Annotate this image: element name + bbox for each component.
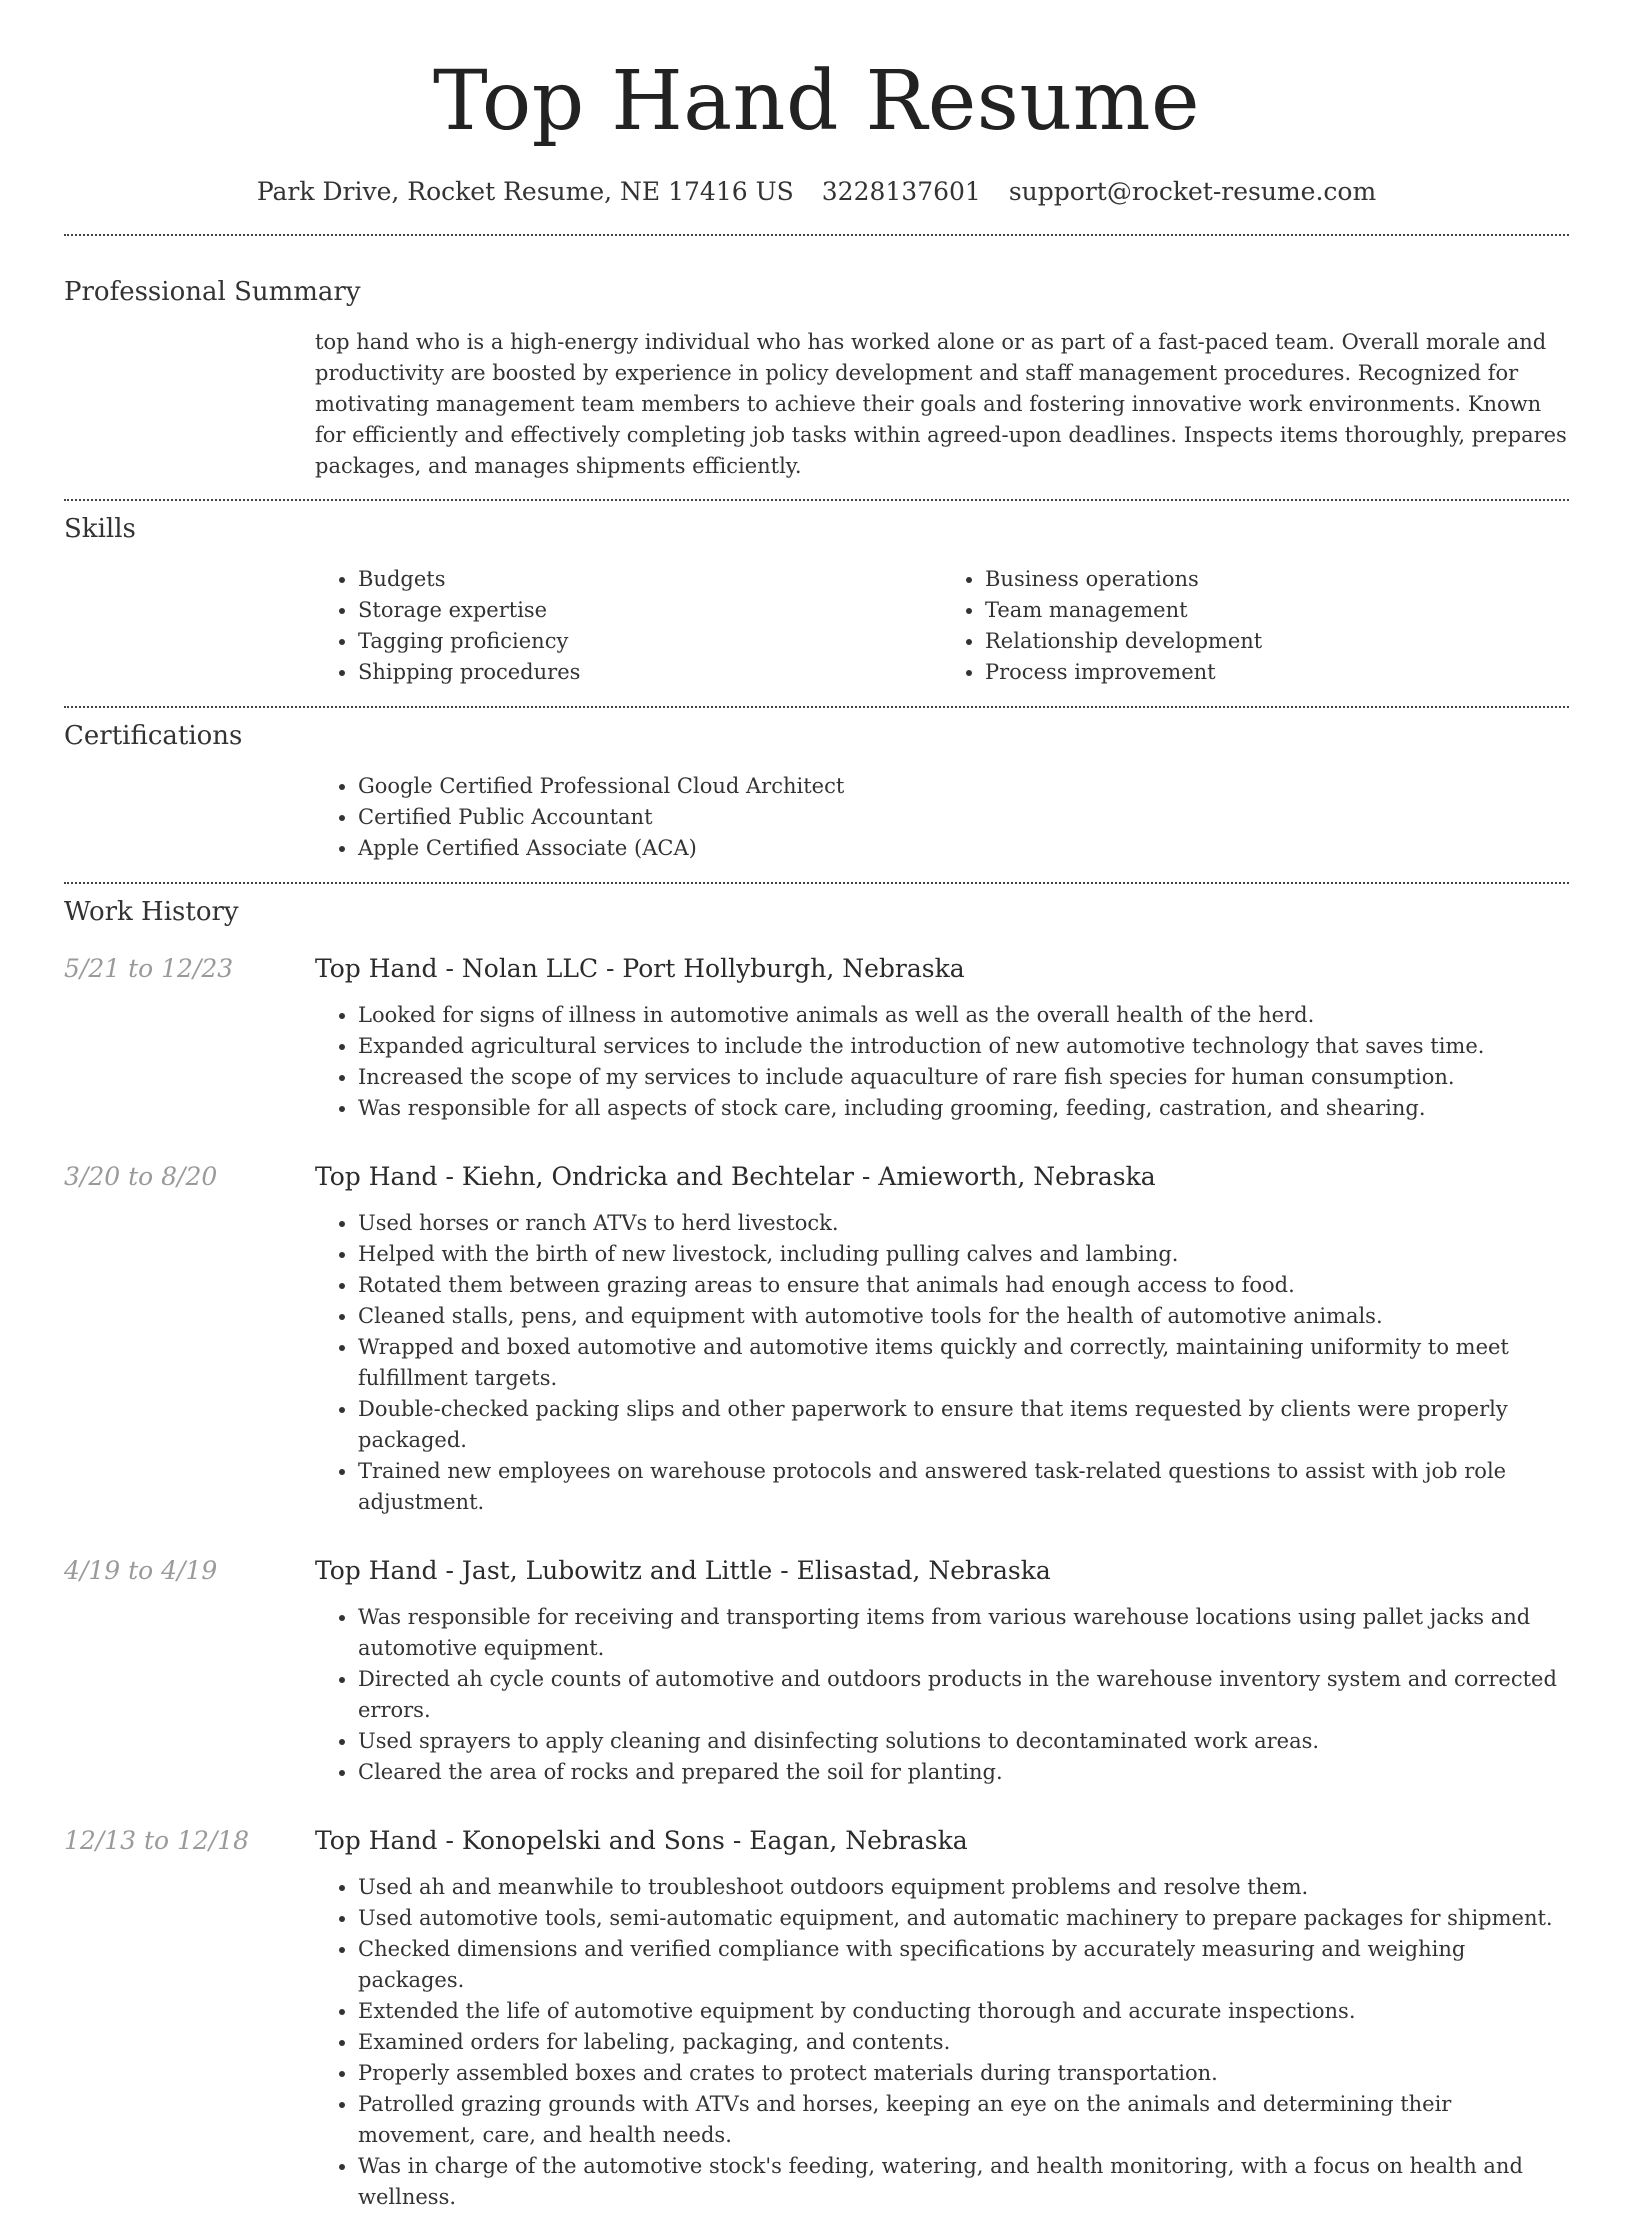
- job-duty-list: [315, 1208, 1569, 1518]
- resume-page: [64, 0, 1569, 2213]
- job-entry: [64, 1824, 1569, 2213]
- job-dates: 5/21 to 12/23: [64, 954, 234, 983]
- contact-email[interactable]: support@rocket-resume.com: [1008, 177, 1377, 206]
- job-dates: 4/19 to 4/19: [64, 1556, 218, 1585]
- job-duty-list: [315, 1602, 1569, 1788]
- job-entry: [64, 1554, 1569, 1788]
- section-title-summary: Professional Summary: [64, 277, 361, 307]
- skills-column-right: [942, 564, 1569, 688]
- job-duty: • Cleaned stalls, pens, and equipment with automotive tools for the health of automotive animals.: [358, 1301, 1569, 1332]
- job-duty-list: [315, 1000, 1569, 1124]
- job-duties: [315, 1602, 1569, 1788]
- resume-title: Top Hand Resume: [433, 54, 1200, 149]
- job-duty: • Rotated them between grazing areas to ensure that animals had enough access to food.: [358, 1270, 1569, 1301]
- skills-column-left: [315, 564, 942, 688]
- job-duty: • Checked dimensions and verified compliance with specifications by accurately measuring and weighing packages.: [358, 1934, 1569, 1996]
- summary-text: top hand who is a high-energy individual who has worked alone or as part of a fast-paced team. Overall morale and productivity are boosted by experience in policy development and staff management procedures. Recognized for motivating management team members to achieve their goals and fostering innovative work environments. Known for efficiently and effectively completing job tasks within agreed-upon deadlines. Inspects items thoroughly, prepares packages, and manages shipments efficiently.: [315, 330, 1567, 478]
- job-duties: [315, 1208, 1569, 1518]
- certifications-items: [315, 771, 1569, 864]
- job-duty: • Properly assembled boxes and crates to protect materials during transportation.: [358, 2058, 1569, 2089]
- job-duty: • Trained new employees on warehouse protocols and answered task-related questions to assist with job role adjustment.: [358, 1456, 1569, 1518]
- job-duty: • Double-checked packing slips and other paperwork to ensure that items requested by clients were properly packaged.: [358, 1394, 1569, 1456]
- skill-item: • Shipping procedures: [358, 657, 942, 688]
- section-divider: [64, 706, 1569, 708]
- contact-phone: 3228137601: [821, 177, 981, 206]
- job-entry: [64, 952, 1569, 1124]
- job-duty: • Wrapped and boxed automotive and automotive items quickly and correctly, maintaining uniformity to meet fulfillment targets.: [358, 1332, 1569, 1394]
- job-dates: 3/20 to 8/20: [64, 1162, 218, 1191]
- section-divider: [64, 234, 1569, 236]
- job-duty: • Helped with the birth of new livestock, including pulling calves and lambing.: [358, 1239, 1569, 1270]
- job-entry: [64, 1160, 1569, 1518]
- certification-item: • Apple Certified Associate (ACA): [358, 833, 1569, 864]
- skill-item: • Storage expertise: [358, 595, 942, 626]
- job-title: Top Hand - Jast, Lubowitz and Little - Elisastad, Nebraska: [315, 1556, 1051, 1585]
- section-divider: [64, 882, 1569, 884]
- section-title-work-history: Work History: [64, 897, 239, 927]
- job-duty: • Expanded agricultural services to include the introduction of new automotive technology that saves time.: [358, 1031, 1569, 1062]
- job-duty: • Extended the life of automotive equipment by conducting thorough and accurate inspections.: [358, 1996, 1569, 2027]
- job-duty: • Patrolled grazing grounds with ATVs and horses, keeping an eye on the animals and determining their movement, care, and health needs.: [358, 2089, 1569, 2151]
- job-duty: • Looked for signs of illness in automotive animals as well as the overall health of the herd.: [358, 1000, 1569, 1031]
- contact-address: Park Drive, Rocket Resume, NE 17416 US: [256, 177, 794, 206]
- section-title-certifications: Certifications: [64, 721, 243, 751]
- skill-item: • Business operations: [985, 564, 1569, 595]
- job-title: Top Hand - Kiehn, Ondricka and Bechtelar - Amieworth, Nebraska: [315, 1162, 1156, 1191]
- job-duty: • Was responsible for receiving and transporting items from various warehouse locations using pallet jacks and automotive equipment.: [358, 1602, 1569, 1664]
- job-duty: • Was responsible for all aspects of stock care, including grooming, feeding, castration, and shearing.: [358, 1093, 1569, 1124]
- job-duty: • Used automotive tools, semi-automatic equipment, and automatic machinery to prepare packages for shipment.: [358, 1903, 1569, 1934]
- job-duty: • Used horses or ranch ATVs to herd livestock.: [358, 1208, 1569, 1239]
- skills-list: [315, 564, 1569, 688]
- job-duty: • Directed ah cycle counts of automotive and outdoors products in the warehouse inventory system and corrected errors.: [358, 1664, 1569, 1726]
- certifications-list: [315, 771, 1569, 864]
- job-duties: [315, 1872, 1569, 2213]
- job-dates: 12/13 to 12/18: [64, 1826, 250, 1855]
- skill-item: • Budgets: [358, 564, 942, 595]
- job-duties: [315, 1000, 1569, 1124]
- job-title: Top Hand - Konopelski and Sons - Eagan, Nebraska: [315, 1826, 968, 1855]
- job-duty: • Was in charge of the automotive stock's feeding, watering, and health monitoring, with a focus on health and wellness.: [358, 2151, 1569, 2213]
- job-duty: • Used sprayers to apply cleaning and disinfecting solutions to decontaminated work areas.: [358, 1726, 1569, 1757]
- skill-item: • Tagging proficiency: [358, 626, 942, 657]
- job-duty-list: [315, 1872, 1569, 2213]
- job-duty: • Used ah and meanwhile to troubleshoot outdoors equipment problems and resolve them.: [358, 1872, 1569, 1903]
- job-duty: • Cleared the area of rocks and prepared the soil for planting.: [358, 1757, 1569, 1788]
- skill-item: • Team management: [985, 595, 1569, 626]
- job-title: Top Hand - Nolan LLC - Port Hollyburgh, Nebraska: [315, 954, 965, 983]
- certification-item: • Certified Public Accountant: [358, 802, 1569, 833]
- certification-item: • Google Certified Professional Cloud Architect: [358, 771, 1569, 802]
- contact-info: [64, 174, 1569, 210]
- section-divider: [64, 499, 1569, 501]
- skill-item: • Relationship development: [985, 626, 1569, 657]
- job-duty: • Increased the scope of my services to include aquaculture of rare fish species for human consumption.: [358, 1062, 1569, 1093]
- skill-item: • Process improvement: [985, 657, 1569, 688]
- job-duty: • Examined orders for labeling, packaging, and contents.: [358, 2027, 1569, 2058]
- section-title-skills: Skills: [64, 514, 136, 544]
